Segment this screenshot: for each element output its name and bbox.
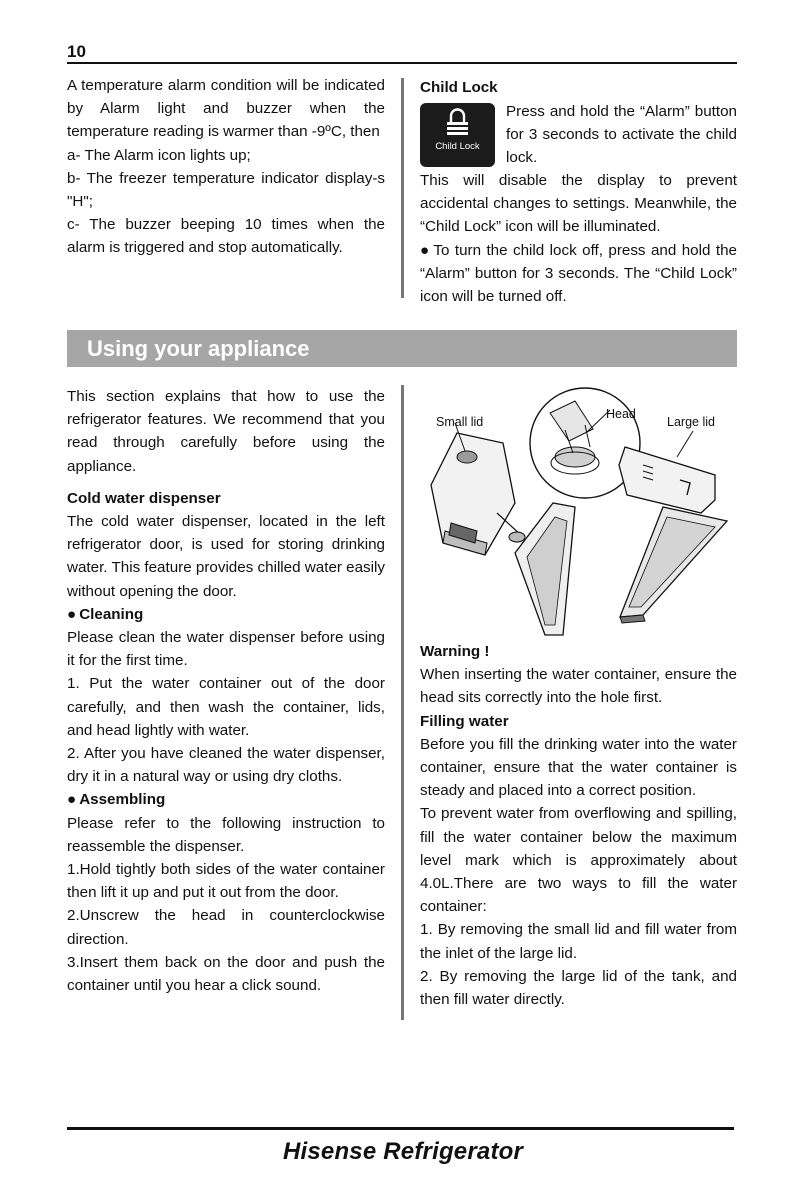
label-small-lid: Small lid bbox=[436, 415, 484, 429]
child-lock-disable-text: This will disable the display to prevent accidental changes to settings. Meanwhile, the “Child Lock” icon will be illuminated. bbox=[420, 172, 737, 236]
alarm-item-b: b- The freezer temperature indicator display-s "H"; bbox=[67, 169, 385, 211]
dispenser-title: Cold water dispenser bbox=[67, 489, 221, 507]
cleaning-step-1: 1. Put the water container out of the door carefully, and then wash the container, lids, and head lightly with water. bbox=[67, 675, 385, 739]
brand-footer: Hisense Refrigerator bbox=[282, 1138, 524, 1165]
assembling-intro: Please refer to the following instruction to reassemble the dispenser. bbox=[67, 814, 385, 855]
footer-rule bbox=[67, 1127, 734, 1130]
assembling-step-1: 1.Hold tightly both sides of the water container then lift it up and put it out from the door. bbox=[67, 861, 385, 902]
filling-step-1: 1. By removing the small lid and fill water from the inlet of the large lid. bbox=[420, 921, 737, 962]
child-lock-title: Child Lock bbox=[420, 79, 498, 96]
alarm-intro: A temperature alarm condition will be indicated by Alarm light and buzzer when the temperature reading is warmer than -9ºC, then bbox=[67, 77, 385, 141]
header-rule bbox=[67, 62, 737, 64]
assembling-step-2: 2.Unscrew the head in counterclockwise direction. bbox=[67, 907, 385, 948]
page-number: 10 bbox=[67, 42, 86, 61]
label-head: Head bbox=[606, 407, 636, 421]
filling-text-2: To prevent water from overflowing and spilling, fill the water container below the maximum level mark which is approximately about 4.0L.There are two ways to fill the water container: bbox=[420, 805, 737, 916]
alarm-item-a: a- The Alarm icon lights up; bbox=[67, 146, 251, 164]
warning-title: Warning ! bbox=[420, 643, 490, 660]
large-lid bbox=[619, 447, 715, 513]
assembling-title: ● Assembling bbox=[67, 788, 385, 811]
child-lock-section bbox=[420, 169, 737, 308]
section-banner: Using your appliance bbox=[67, 330, 737, 367]
child-lock-press-text: Press and hold the “Alarm” button for 3 seconds to activate the child lock. bbox=[506, 103, 737, 167]
label-large-lid: Large lid bbox=[667, 415, 715, 429]
cleaning-intro: Please clean the water dispenser before using it for the first time. bbox=[67, 629, 385, 670]
usage-intro: This section explains that how to use the refrigerator features. We recommend that you read through carefully before using the appliance. bbox=[67, 388, 385, 475]
warning-text: When inserting the water container, ensure the head sits correctly into the hole first. bbox=[420, 666, 737, 707]
assembling-step-3: 3.Insert them back on the door and push the container until you hear a click sound. bbox=[67, 953, 385, 995]
dispenser-illustration bbox=[415, 385, 740, 645]
child-lock-icon bbox=[420, 103, 495, 167]
column-divider-top bbox=[401, 78, 404, 298]
child-lock-icon-label: Child Lock bbox=[435, 141, 480, 152]
filling-text-1: Before you fill the drinking water into the water container, ensure that the water container is steady and placed into a correct position. bbox=[420, 735, 737, 800]
alarm-item-c: c- The buzzer beeping 10 times when the alarm is triggered and stop automatically. bbox=[67, 216, 385, 257]
alarm-section bbox=[67, 74, 385, 260]
column-divider-bottom bbox=[401, 385, 404, 1020]
dispenser-text: The cold water dispenser, located in the left refrigerator door, is used for storing drinking water. This feature provides chilled water easily without opening the door. bbox=[67, 513, 385, 600]
padlock-icon bbox=[420, 103, 495, 143]
left-column bbox=[67, 385, 385, 997]
cleaning-step-2: 2. After you have cleaned the water dispenser, dry it in a natural way or using dry cloths. bbox=[67, 745, 385, 786]
right-column bbox=[420, 640, 737, 1011]
filling-title: Filling water bbox=[420, 712, 509, 730]
cleaning-title: ● Cleaning bbox=[67, 603, 385, 626]
filling-step-2: 2. By removing the large lid of the tank, and then fill water directly. bbox=[420, 967, 737, 1009]
child-lock-off-text: ● To turn the child lock off, press and hold the “Alarm” button for 3 seconds. The “Child Lock” icon will be turned off. bbox=[420, 239, 737, 309]
